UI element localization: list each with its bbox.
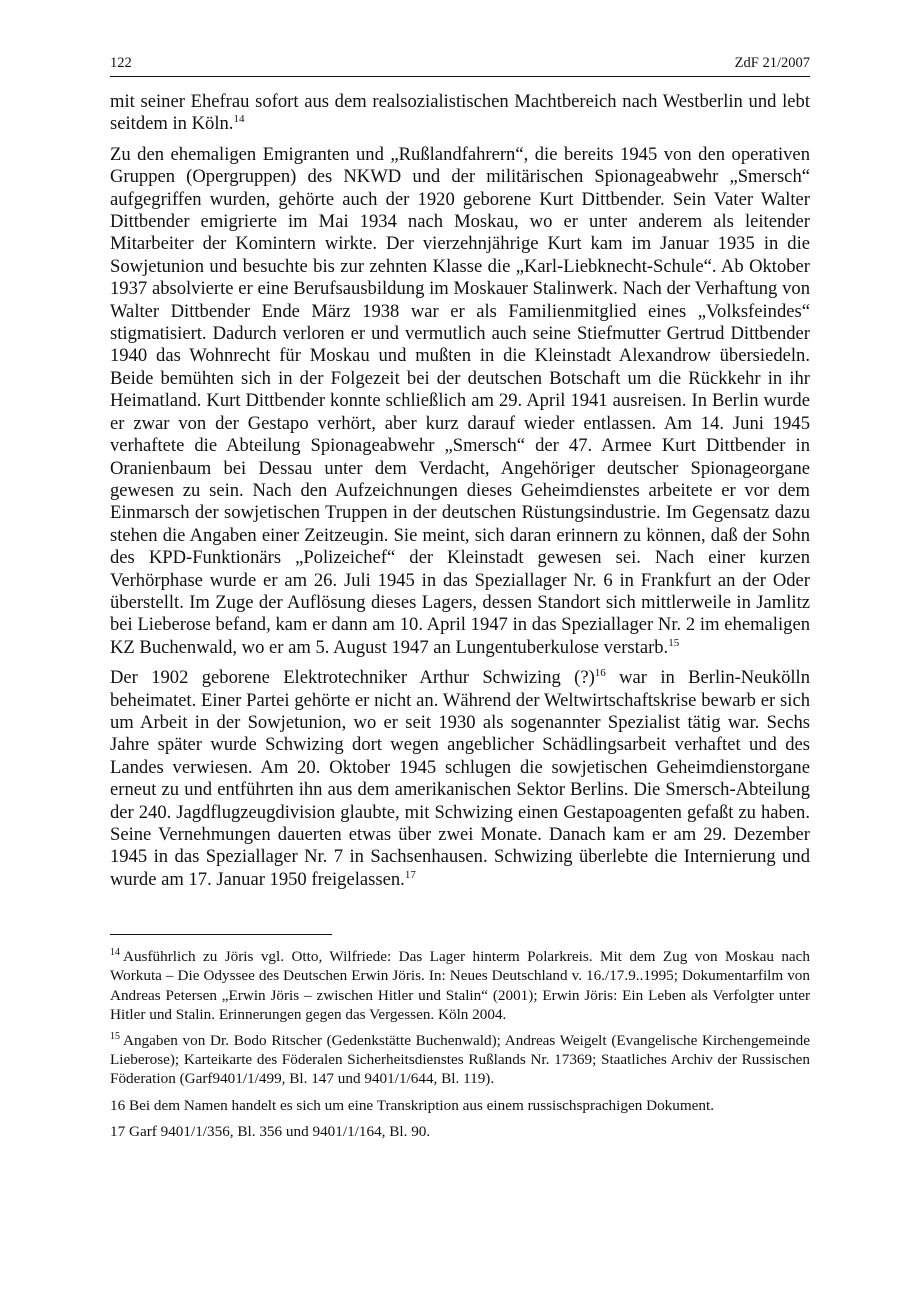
paragraph-1: [110, 91, 810, 136]
footnote-ref-17[interactable]: 17: [404, 868, 416, 881]
paragraph-3: [110, 667, 810, 891]
footnote-number: 16: [110, 1096, 126, 1114]
footnote-14: [110, 947, 810, 1024]
footnote-number: 15: [110, 1030, 120, 1042]
paragraph-text: Zu den ehemaligen Emigranten und „Rußlandfahrern“, die bereits 1945 von den operativen Gruppen (Opergruppen) des NKWD und der militärischen Spionageabwehr „Smersch“ aufgegriffen wurden, gehörte auch der 1920 geborene Kurt Dittbender. Sein Vater Walter Dittbender emigrierte im Mai 1934 nach Moskau, wo er unter anderem als leitender Mitarbeiter der Komintern wirkte. Der vierzehnjährige Kurt kam im Januar 1935 in die Sowjetunion und besuchte bis zur zehnten Klasse die „Karl-Liebknecht-Schule“. Ab Oktober 1937 absolvierte er eine Berufsausbildung im Moskauer Stalinwerk. Nach der Verhaftung von Walter Dittbender Ende März 1938 war er als Familienmitglied eines „Volksfeindes“ stigmatisiert. Dadurch verloren er und vermutlich auch seine Stiefmutter Gertrud Dittbender 1940 das Wohnrecht für Moskau und mußten in die Kleinstadt Alexandrow übersiedeln. Beide bemühten sich in der Folgezeit bei der deutschen Botschaft um die Rückkehr in ihr Heimatland. Kurt Dittbender konnte schließlich am 29. April 1941 ausreisen. In Berlin wurde er zwar von der Gestapo verhört, aber kurz darauf wieder entlassen. Am 14. Juni 1945 verhaftete die Abteilung Spionageabwehr „Smersch“ der 47. Armee Kurt Dittbender in Oranienbaum bei Dessau unter dem Verdacht, Angehöriger deutscher Spionageorgane gewesen zu sein. Nach den Aufzeichnungen dieses Geheimdienstes arbeitete er vor dem Einmarsch der sowjetischen Truppen in der deutschen Rüstungsindustrie. Im Gegensatz dazu stehen die Angaben einer Zeitzeugin. Sie meint, sich daran erinnern zu können, daß der Sohn des KPD-Funktionärs „Polizeichef“ der Kleinstadt gewesen sei. Nach einer kurzen Verhörphase wurde er am 26. Juli 1945 in das Speziallager Nr. 6 in Frankfurt an der Oder überstellt. Im Zuge der Auflösung dieses Lagers, dessen Standort sich mittlerweile in Jamlitz bei Lieberose befand, kam er dann am 10. April 1947 in das Speziallager Nr. 2 im ehemaligen KZ Buchenwald, wo er am 5. August 1947 an Lungentuberkulose verstarb.: [110, 143, 810, 658]
body-text: [110, 91, 810, 891]
footnote-text: Angaben von Dr. Bodo Ritscher (Gedenkstätte Buchenwald); Andreas Weigelt (Evangelische Kirchengemeinde Lieberose); Karteikarte des Föderalen Sicherheitsdienstes Rußlands Nr. 17369; Staatliches Archiv der Russischen Föderation (Garf9401/1/499, Bl. 147 und 9401/1/644, Bl. 119).: [110, 1032, 810, 1088]
paragraph-text: mit seiner Ehefrau sofort aus dem realsozialistischen Machtbereich nach Westberlin und lebt seitdem in Köln.: [110, 91, 810, 135]
paragraph-text: Der 1902 geborene Elektrotechniker Arthur Schwizing (?): [110, 667, 595, 689]
journal-issue: ZdF 21/2007: [734, 55, 810, 71]
paragraph-text: war in Berlin-Neukölln beheimatet. Einer Partei gehörte er nicht an. Während der Weltwirtschaftskrise bewarb er sich um Arbeit in der Sowjetunion, wo er seit 1930 als sogenannter Spezialist tätig war. Sechs Jahre später wurde Schwizing dort wegen angeblicher Schädlingsarbeit verhaftet und des Landes verwiesen. Am 20. Oktober 1945 schlugen die sowjetischen Geheimdienstorgane erneut zu und entführten ihn aus dem amerikanischen Sektor Berlins. Die Smersch-Abteilung der 240. Jagdflugzeugdivision glaubte, mit Schwizing einen Gestapoagenten gefaßt zu haben. Seine Vernehmungen dauerten etwas über zwei Monate. Danach kam er am 29. Dezember 1945 in das Speziallager Nr. 7 in Sachsenhausen. Schwizing überlebte die Internierung und wurde am 17. Januar 1950 freigelassen.: [110, 667, 811, 890]
running-header: [110, 55, 810, 77]
footnote-number: 14: [110, 947, 120, 959]
footnote-15: [110, 1031, 810, 1089]
paragraph-2: [110, 144, 810, 659]
footnote-17: [110, 1122, 810, 1141]
footnote-text: Garf 9401/1/356, Bl. 356 und 9401/1/164, Bl. 90.: [128, 1122, 431, 1140]
footnote-text: Bei dem Namen handelt es sich um eine Transkription aus einem russischsprachigen Dokument.: [128, 1096, 715, 1114]
page: [110, 55, 810, 1148]
footnote-ref-16[interactable]: 16: [594, 666, 606, 679]
footnotes: [110, 947, 810, 1141]
footnote-number: 17: [110, 1122, 126, 1140]
footnote-ref-14[interactable]: 14: [233, 113, 245, 126]
footnote-separator: [110, 934, 332, 935]
page-number: 122: [110, 55, 132, 71]
footnote-16: [110, 1096, 810, 1115]
footnote-text: Ausführlich zu Jöris vgl. Otto, Wilfriede: Das Lager hinterm Polarkreis. Mit dem Zug von Moskau nach Workuta – Die Odyssee des Deutschen Erwin Jöris. In: Neues Deutschland v. 16./17.9..1995; Dokumentarfilm von Andreas Petersen „Erwin Jöris – zwischen Hitler und Stalin“ (2001); Erwin Jöris: Ein Leben als Verfolgter unter Hitler und Stalin. Erinnerungen gegen das Vergessen. Köln 2004.: [110, 948, 810, 1023]
footnote-ref-15[interactable]: 15: [668, 636, 680, 649]
